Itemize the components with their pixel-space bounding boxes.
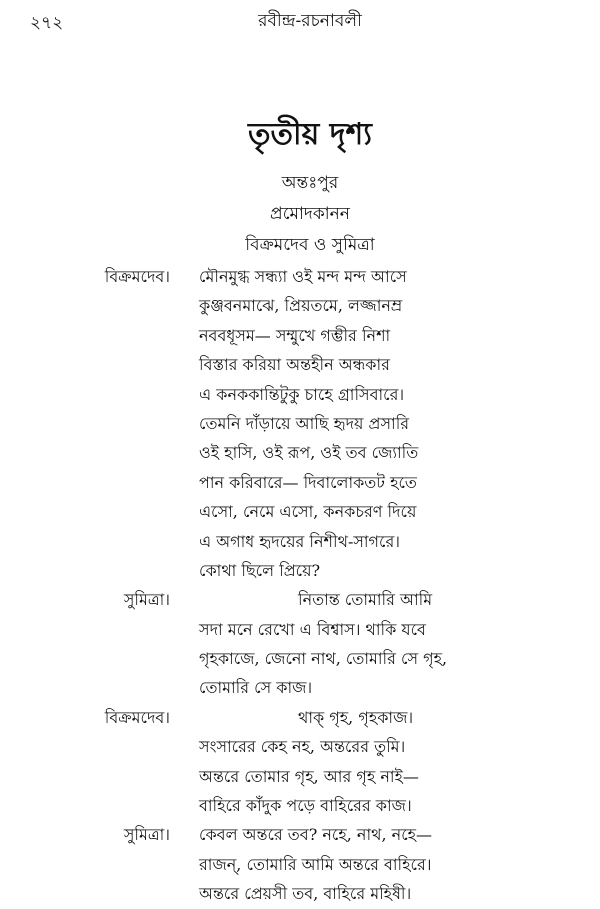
verse-line (0, 820, 600, 849)
verse-text: অন্তরে তোমার গৃহ, আর গৃহ নাই— (199, 766, 419, 786)
verse-line (0, 556, 600, 585)
verse-text: কেবল অন্তরে তব? নহে, নাথ, নহে— (199, 825, 433, 845)
verse-line (0, 879, 600, 908)
verse-text: পান করিবারে— দিবালোকতট হতে (199, 472, 417, 492)
verse-text: ওই হাসি, ওই রূপ, ওই তব জ্যোতি (199, 443, 419, 463)
verse-text: কুঞ্জবনমাঝে, প্রিয়তমে, লজ্জানম্র (199, 296, 403, 316)
verse-line (0, 644, 600, 673)
verse-line (0, 468, 600, 497)
verse-line (0, 291, 600, 320)
verse-text: বিস্তার করিয়া অন্তহীন অন্ধকার (199, 355, 390, 375)
verse-text: বাহিরে কাঁদুক পড়ে বাহিরের কাজ। (199, 796, 412, 816)
verse-text: কোথা ছিলে প্রিয়ে? (199, 560, 321, 580)
verse-text: তেমনি দাঁড়ায়ে আছি হৃদয় প্রসারি (199, 413, 410, 433)
verse-text: এ অগাধ হৃদয়ের নিশীথ-সাগরে। (199, 531, 400, 551)
verse-text: থাক্ গৃহ, গৃহকাজ। (298, 707, 414, 727)
verse-line (0, 497, 600, 526)
verse-text: নববধূসম— সম্মুখে গম্ভীর নিশা (199, 325, 391, 345)
verse-text: এসো, নেমে এসো, কনকচরণ দিয়ে (199, 502, 417, 522)
verse-text: তোমারি সে কাজ। (199, 678, 313, 698)
verse-text: রাজন্, তোমারি আমি অন্তরে বাহিরে। (199, 854, 432, 874)
verse-line (0, 350, 600, 379)
verse-line (0, 850, 600, 879)
verse-line (0, 703, 600, 732)
verse-line (0, 409, 600, 438)
verse-line (0, 438, 600, 467)
verse-text: নিতান্ত তোমারি আমি (298, 590, 433, 610)
verse-text: সদা মনে রেখো এ বিশ্বাস। থাকি যবে (199, 619, 426, 639)
verse-line (0, 380, 600, 409)
scene-title: তৃতীয় দৃশ্য (248, 117, 372, 152)
verse-text: মৌনমুগ্ধ সন্ধ্যা ওই মন্দ মন্দ আসে (199, 267, 407, 286)
scene-characters: বিক্রমদেব ও সুমিত্রা (245, 235, 375, 255)
page-number: ২৭২ (30, 13, 64, 33)
verse-text: অন্তরে প্রেয়সী তব, বাহিরে মহিষী। (199, 884, 412, 904)
verse-dialogue (0, 262, 600, 909)
verse-line (0, 262, 600, 291)
speaker-name: সুমিত্রা। (123, 590, 170, 610)
verse-line (0, 732, 600, 761)
verse-line (0, 762, 600, 791)
verse-line (0, 673, 600, 702)
verse-line (0, 527, 600, 556)
scene-place: অন্তঃপুর (281, 173, 339, 193)
speaker-name: বিক্রমদেব। (104, 267, 170, 286)
verse-text: গৃহকাজে, জেনো নাথ, তোমারি সে গৃহ, (199, 649, 448, 669)
verse-line (0, 321, 600, 350)
verse-line (0, 791, 600, 820)
speaker-name: বিক্রমদেব। (104, 707, 170, 727)
scene-setting: প্রমোদকানন (270, 204, 350, 224)
verse-line (0, 585, 600, 614)
running-title: রবীন্দ্র-রচনাবলী (258, 11, 362, 31)
verse-text: সংসারের কেহ নহ, অন্তরের তুমি। (199, 737, 406, 757)
verse-line (0, 615, 600, 644)
verse-text: এ কনককান্তিটুকু চাহে গ্রাসিবারে। (199, 384, 405, 404)
speaker-name: সুমিত্রা। (123, 825, 170, 845)
